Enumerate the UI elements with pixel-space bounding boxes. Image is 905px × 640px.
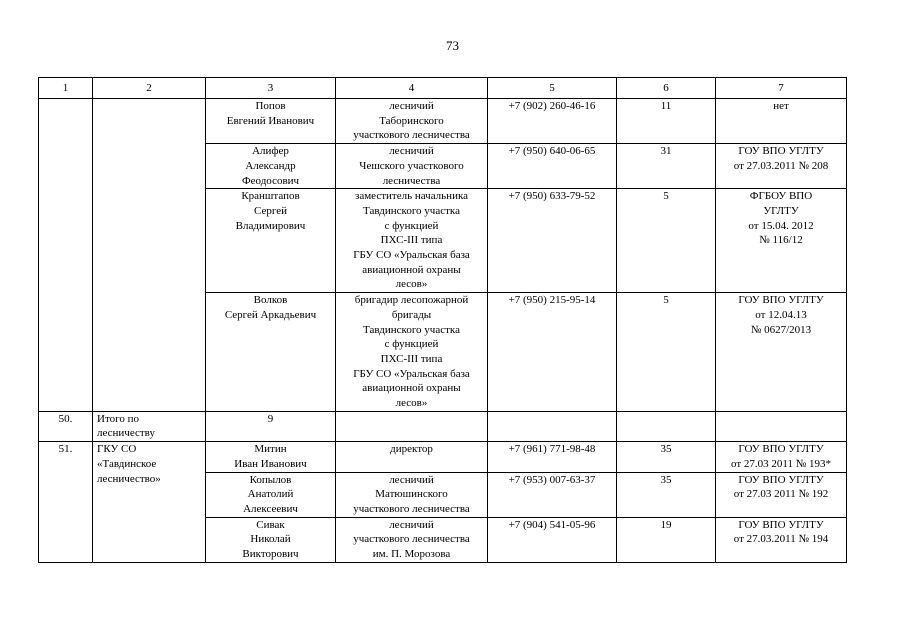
name-cell: Копылов Анатолий Алексеевич	[206, 472, 336, 517]
position-cell: бригадир лесопожарной бригады Тавдинского участка с функцией ПХС-III типа ГБУ СО «Уральская база авиационной охраны лесов»	[336, 293, 488, 412]
education-cell: ГОУ ВПО УГЛТУ от 27.03 2011 № 193*	[716, 442, 847, 472]
phone-cell: +7 (902) 260-46-16	[488, 99, 617, 144]
column-header: 4	[336, 78, 488, 99]
organization-cell: ГКУ СО «Тавдинское лесничество»	[93, 442, 206, 563]
total-label-cell: Итого по лесничеству	[93, 411, 206, 441]
experience-cell: 5	[617, 189, 716, 293]
position-cell: директор	[336, 442, 488, 472]
row-number-cell	[39, 99, 93, 412]
phone-cell: +7 (950) 215-95-14	[488, 293, 617, 412]
table-row	[39, 442, 847, 472]
education-cell: ФГБОУ ВПО УГЛТУ от 15.04. 2012 № 116/12	[716, 189, 847, 293]
name-cell: Алифер Александр Феодосович	[206, 144, 336, 189]
education-cell: ГОУ ВПО УГЛТУ от 12.04.13 № 0627/2013	[716, 293, 847, 412]
experience-cell: 35	[617, 472, 716, 517]
education-cell: ГОУ ВПО УГЛТУ от 27.03.2011 № 208	[716, 144, 847, 189]
empty-cell	[716, 411, 847, 441]
table-row	[39, 99, 847, 144]
column-header: 7	[716, 78, 847, 99]
empty-cell	[488, 411, 617, 441]
name-cell: Сивак Николай Викторович	[206, 517, 336, 562]
phone-cell: +7 (950) 640-06-65	[488, 144, 617, 189]
education-cell: ГОУ ВПО УГЛТУ от 27.03 2011 № 192	[716, 472, 847, 517]
phone-cell: +7 (953) 007-63-37	[488, 472, 617, 517]
position-cell: лесничий Чешского участкового лесничества	[336, 144, 488, 189]
experience-cell: 31	[617, 144, 716, 189]
position-cell: лесничий участкового лесничества им. П. Морозова	[336, 517, 488, 562]
phone-cell: +7 (950) 633-79-52	[488, 189, 617, 293]
name-cell: Волков Сергей Аркадьевич	[206, 293, 336, 412]
total-row	[39, 411, 847, 441]
experience-cell: 19	[617, 517, 716, 562]
empty-cell	[617, 411, 716, 441]
position-cell: заместитель начальника Тавдинского участка с функцией ПХС-III типа ГБУ СО «Уральская база авиационной охраны лесов»	[336, 189, 488, 293]
column-header: 5	[488, 78, 617, 99]
position-cell: лесничий Таборинского участкового лесничества	[336, 99, 488, 144]
total-count-cell: 9	[206, 411, 336, 441]
name-cell: Кранштапов Сергей Владимирович	[206, 189, 336, 293]
name-cell: Попов Евгений Иванович	[206, 99, 336, 144]
row-number-cell: 50.	[39, 411, 93, 441]
experience-cell: 35	[617, 442, 716, 472]
column-header: 1	[39, 78, 93, 99]
phone-cell: +7 (904) 541-05-96	[488, 517, 617, 562]
empty-cell	[336, 411, 488, 441]
position-cell: лесничий Матюшинского участкового лесничества	[336, 472, 488, 517]
column-header: 6	[617, 78, 716, 99]
column-header: 2	[93, 78, 206, 99]
table-header-row	[39, 78, 847, 99]
education-cell: нет	[716, 99, 847, 144]
name-cell: Митин Иван Иванович	[206, 442, 336, 472]
experience-cell: 5	[617, 293, 716, 412]
phone-cell: +7 (961) 771-98-48	[488, 442, 617, 472]
column-header: 3	[206, 78, 336, 99]
page-number: 73	[446, 38, 459, 53]
row-number-cell: 51.	[39, 442, 93, 563]
staff-table	[38, 77, 847, 563]
organization-cell	[93, 99, 206, 412]
experience-cell: 11	[617, 99, 716, 144]
education-cell: ГОУ ВПО УГЛТУ от 27.03.2011 № 194	[716, 517, 847, 562]
